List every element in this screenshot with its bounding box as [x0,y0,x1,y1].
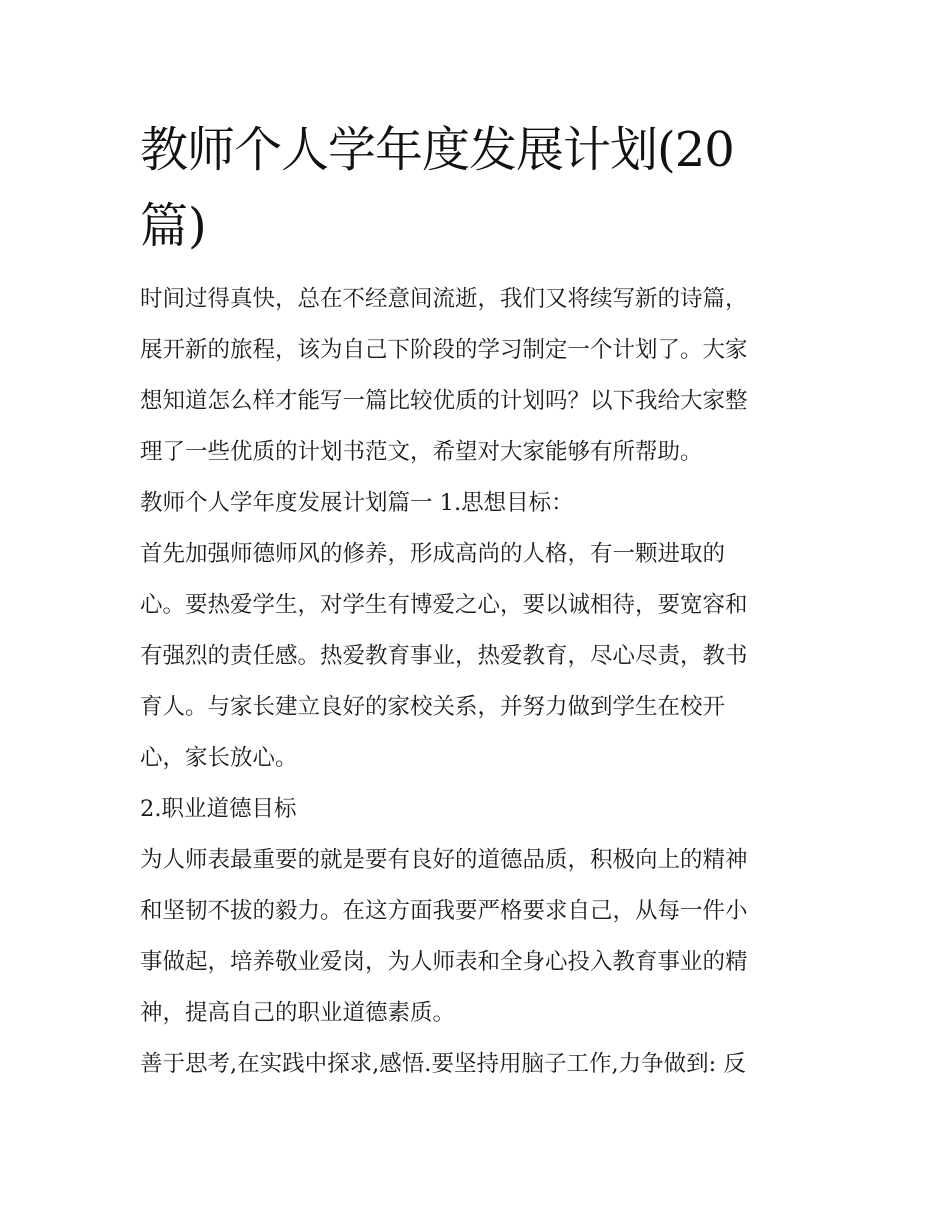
body-line-section1-3: 有强烈的责任感。热爱教育事业，热爱教育，尽心尽责，教书 [140,643,748,669]
body-line-section2-4: 神，提高自己的职业道德素质。 [140,1000,456,1026]
section-heading-1: 教师个人学年度发展计划篇一 1.思想目标： [140,490,574,516]
body-line-section2-3: 事做起，培养敬业爱岗，为人师表和全身心投入教育事业的精 [140,949,748,975]
body-line-section1-4: 育人。与家长建立良好的家校关系，并努力做到学生在校开 [140,694,726,720]
body-line-section1-2: 心。要热爱学生，对学生有博爱之心，要以诚相待，要宽容和 [140,592,748,618]
body-line-section1-1: 首先加强师德师风的修养，形成高尚的人格，有一颗进取的 [140,541,726,567]
body-line-intro-3: 想知道怎么样才能写一篇比较优质的计划吗？以下我给大家整 [140,388,748,414]
body-line-section2-1: 为人师表最重要的就是要有良好的道德品质，积极向上的精神 [140,847,748,873]
document-title [140,112,820,264]
document-body [140,274,830,1090]
title-line-1: 教师个人学年度发展计划(20 [140,122,734,178]
body-line-section2-2: 和坚韧不拔的毅力。在这方面我要严格要求自己，从每一件小 [140,898,748,924]
body-line-intro-2: 展开新的旅程，该为自己下阶段的学习制定一个计划了。大家 [140,337,748,363]
title-line-2: 篇) [140,198,207,254]
body-line-section3-1: 善于思考,在实践中探求,感悟.要坚持用脑子工作,力争做到: 反 [140,1051,746,1077]
section-heading-2: 2.职业道德目标 [140,796,297,822]
body-line-section1-5: 心，家长放心。 [140,745,298,771]
body-line-intro-4: 理了一些优质的计划书范文，希望对大家能够有所帮助。 [140,439,703,465]
body-line-intro-1: 时间过得真快，总在不经意间流逝，我们又将续写新的诗篇， [140,286,748,312]
